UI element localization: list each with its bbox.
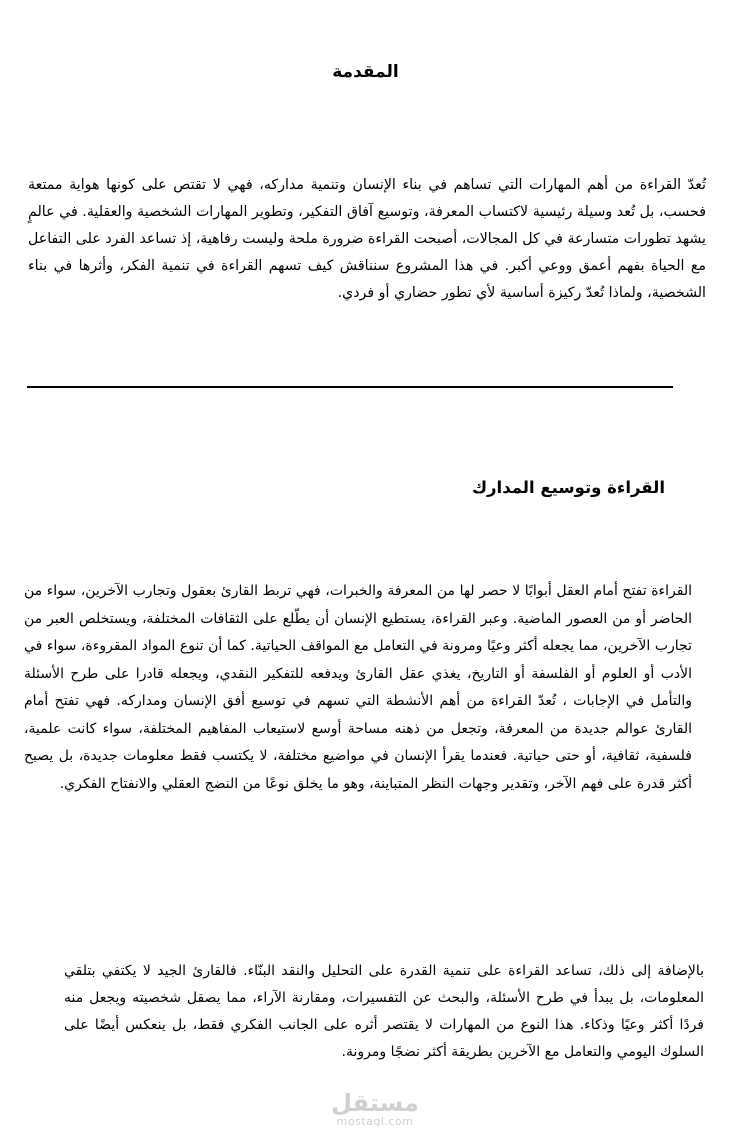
intro-heading: المقدمة	[332, 62, 399, 82]
mostaql-watermark	[330, 1090, 420, 1128]
section-divider	[27, 386, 673, 388]
watermark-latin: mostaql.com	[336, 1115, 414, 1128]
section-paragraph-2: بالإضافة إلى ذلك، تساعد القراءة على تنمية القدرة على التحليل والنقد البنّاء. فالقارئ الجيد لا يكتفي بتلقي المعلومات، بل يبدأ في طرح الأسئلة، والبحث عن التفسيرات، ومقارنة الآراء، مما يصقل شخصيته ويجعل منه فردًا أكثر وعيًا وذكاء. هذا النوع من المهارات لا يقتصر أثره على الجانب الفكري فقط، بل ينعكس أيضًا على السلوك اليومي والتعامل مع الآخرين بطريقة أكثر نضجًا ومرونة.	[64, 963, 704, 1060]
section-heading: القراءة وتوسيع المدارك	[471, 478, 665, 497]
section-paragraph-1: القراءة تفتح أمام العقل أبوابًا لا حصر لها من المعرفة والخبرات، فهي تربط القارئ بعقول وتجارب الآخرين، سواء من الحاضر أو من العصور الماضية. وعبر القراءة، يستطيع الإنسان أن يطّلع على الثقافات المختلفة، ويستخلص العبر من تجارب الآخرين، مما يجعله أكثر وعيًا ومرونة في التعامل مع المواقف الحياتية. كما أن تنوع المواد المقروءة، سواء في الأدب أو العلوم أو الفلسفة أو التاريخ، يغذي عقل القارئ ويدفعه للتفكير النقدي، ويجعله قادرا على طرح الأسئلة والتأمل في الإجابات ، تُعدّ القراءة من أهم الأنشطة التي تسهم في توسيع أفق الإنسان ومداركه. فهي تفتح أمام القارئ عوالم جديدة من المعرفة، وتجعل من ذهنه مساحة أوسع لاستيعاب المفاهيم المختلفة، سواء كانت علمية، فلسفية، ثقافية، أو حتى حياتية. فعندما يقرأ الإنسان في مواضيع مختلفة، لا يكتسب فقط معلومات جديدة، بل يصبح أكثر قدرة على فهم الآخر، وتقدير وجهات النظر المتباينة، وهو ما يخلق نوعًا من النضج العقلي والانفتاح الفكري.	[24, 583, 692, 792]
watermark-arabic: مستقل	[331, 1089, 419, 1117]
intro-paragraph: تُعدّ القراءة من أهم المهارات التي تساهم في بناء الإنسان وتنمية مداركه، فهي لا تقتص على كونها هواية ممتعة فحسب، بل تُعد وسيلة رئيسية لاكتساب المعرفة، وتوسيع آفاق التفكير، وتطوير المهارات الشخصية والعقلية. في عالمٍ يشهد تطورات متسارعة في كل المجالات، أصبحت القراءة ضرورة ملحة وليست رفاهية، إذ تساعد الفرد على التفاعل مع الحياة بفهم أعمق ووعي أكبر. في هذا المشروع سنناقش كيف تسهم القراءة في تنمية الفكر، وأثرها في بناء الشخصية، ولماذا تُعدّ ركيزة أساسية لأي تطور حضاري أو فردي.	[28, 177, 706, 301]
